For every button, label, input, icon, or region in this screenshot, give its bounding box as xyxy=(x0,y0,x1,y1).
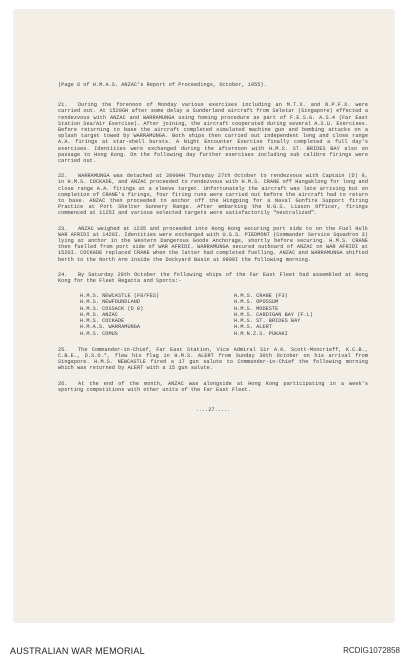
ship-entry: H.M.S. NEWFOUNDLAND xyxy=(80,299,141,306)
paragraph-text: ANZAC weighed at 1235 and proceeded into Hong Kong securing port side to on the Fuel Hulk WAR AFRIDI at 1420I. Identities were exchanged with U.S.S. PIEDMONT (Commander Service Squadron 3) lying at anchor in the Western Dangerous Goods Anchorage, shortly before securing. H.M.S. CRANE then fuelled from port side of WAR AFRIDI. WARRAMUNGA secured outboard of ANZAC on WAR AFRIDI at 1520I. COCKADE replaced CRANE when the latter had completed fuelling. ANZAC and WARRAMUNGA shifted berth to the North Arm inside the Dockyard Basin at 0800I the following morning. xyxy=(58,225,368,263)
paragraph-number: 21. xyxy=(58,102,68,109)
report-heading: (Page 6 of H.M.A.S. ANZAC's Report of Proceedings, October, 1955). xyxy=(58,82,267,88)
paragraph-text: The Commander-in-Chief, Far East Station, Vice Admiral Sir A.K. Scott-Moncrieff, K.C.B., C.B.E., D.S.O.*, flew his flag in H.M.S. ALERT from Sunday 30th October on his arrival from Singapore. H.M.S. NEWCASTLE fired a 17 gun salute to Commander-in-Chief the following morning which was returned by ALERT with a 15 gun salute. xyxy=(58,346,368,372)
archive-footer xyxy=(0,630,410,666)
ship-entry: H.M.S. ANZAC xyxy=(80,311,118,318)
paragraph-number: 23. xyxy=(58,225,68,232)
document-page xyxy=(14,10,394,622)
paragraph-number: 25. xyxy=(58,346,68,353)
institution-name: AUSTRALIAN WAR MEMORIAL xyxy=(10,646,145,656)
ship-entry: H.M.S. ST. BRIDES BAY xyxy=(234,318,301,325)
ship-entry: H.M.S. COCKADE xyxy=(80,318,125,325)
ship-entry: H.M.S. ALERT xyxy=(234,324,272,331)
page-number: ....27..... xyxy=(195,406,231,413)
ship-entry: H.M.S. MODESTE xyxy=(234,305,279,312)
paragraph-text: WARRAMUNGA was detached at 2000HH Thursday 27th October to rendezvous with Captain (D) 8, in H.M.S. COCKADE, and ANZAC proceeded to rendezvous with H.M.S. CRANE off Hangaklong for long and close range A.A. firings at a sleeve target. Unfortunately the aircraft was late arriving but on completion of CRANE's firings, four firing runs were carried out before the aircraft had to return to base. ANZAC then proceeded to anchor off the Hingping for a Naval Gunfire Support firing Practice at Port Shelter Gunnery Range. After embarking the N.G.S. Liason Officer, firings commenced at 1125I and various selected targets were satisfactorily "neutralized". xyxy=(58,173,368,217)
paragraph-25 xyxy=(58,347,368,372)
paragraph-text: At the end of the month, ANZAC was alongside at Hong Kong participating in a week's sporting competitions with other units of the Far East Fleet. xyxy=(58,380,368,393)
paragraph-number: 24. xyxy=(58,271,68,278)
paragraph-23 xyxy=(58,226,368,263)
paragraph-26 xyxy=(58,381,368,393)
paragraph-21 xyxy=(58,102,368,164)
ship-entry: H.M.S. CRANE (F3) xyxy=(234,293,288,300)
paragraph-text: By Saturday 29th October the following ships of the Far East Fleet had assembled at Hong Kong for the Fleet Regatta and Sports:- xyxy=(58,271,368,285)
ship-entry: H.M.S. NEWCASTLE (F8/FES) xyxy=(80,293,160,300)
ship-entry: H.M.S. OPOSSUM xyxy=(234,299,279,306)
report-text xyxy=(58,82,368,413)
paragraph-number: 26. xyxy=(58,380,68,387)
record-reference: RCDIG1072858 xyxy=(343,646,400,655)
ship-entry: H.M.A.S. WARRAMUNGA xyxy=(80,324,141,331)
ship-list xyxy=(80,293,368,336)
paragraph-number: 22. xyxy=(58,173,68,180)
ship-list-right xyxy=(234,293,368,336)
ship-entry: H.M.N.Z.S. PUKAKI xyxy=(234,330,288,337)
paragraph-24 xyxy=(58,272,368,284)
ship-entry: H.M.S. CARDIGAN BAY (F.L) xyxy=(234,311,314,318)
paragraph-22 xyxy=(58,173,368,216)
ship-entry: H.M.S. COSSACK (D 8) xyxy=(80,305,144,312)
paragraph-text: During the forenoon of Monday various exercises including an M.T.X. and N.P.F.X. were carried out. At 1520GH after some delay a Sunderland aircraft from Seletar (Singapore) effected a rendezvous with ANZAC and WARRAMUNGA using homing procedure as part of F.E.S.G. A.S.4 (Far East Station Sea/Air Exercise). After joining, the aircraft cooperated during several A.S.U. Exercises. Before returning to base the aircraft completed simulated machine gun and bombing attacks on a splash target towed by WARRAMUNGA. Both ships then carried out independent long and close range A.A. firings at star-shell bursts. A Night Encounter Exercise finally completed a full day's exercises. Identities were exchanged during the afternoon with H.M.S. ST. BRIDES BAY also on passage to Hong Kong. On the following day further exercises including sub calibre firings were carried out. xyxy=(58,102,368,165)
ship-list-left xyxy=(80,293,214,336)
ship-entry: H.M.S. COMUS xyxy=(80,330,118,337)
